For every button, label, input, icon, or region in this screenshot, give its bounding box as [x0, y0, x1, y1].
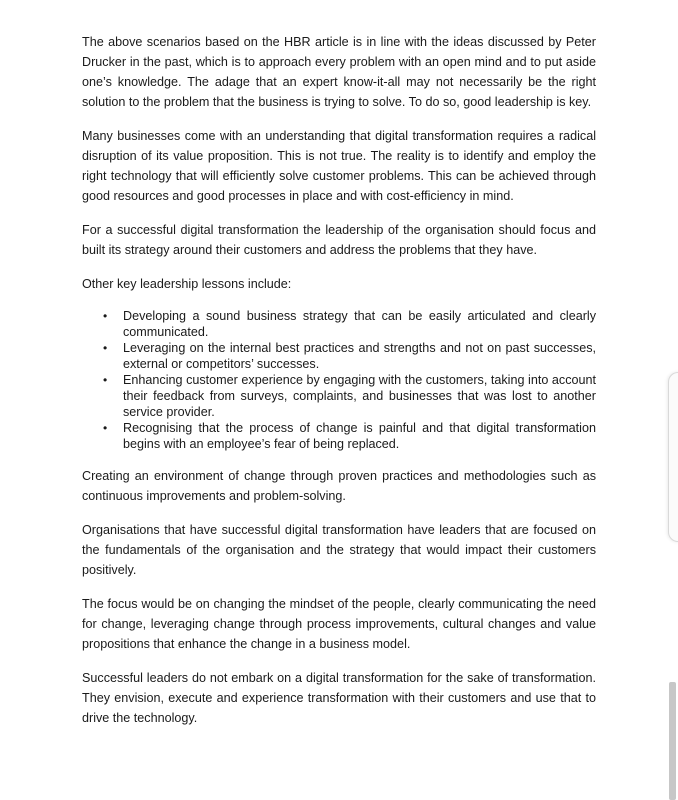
- document-page: [82, 32, 596, 742]
- paragraph-digital-disruption: Many businesses come with an understanding that digital transformation requires a radical disruption of its value proposition. This is not true. The reality is to identify and employ the right technology that will efficiently solve customer problems. This can be achieved through good resources and good processes in place and with cost-efficiency in mind.: [82, 129, 596, 203]
- list-item: [103, 372, 596, 420]
- leadership-lessons-list: [82, 308, 596, 452]
- list-item: [103, 340, 596, 372]
- bullet-icon: •: [103, 309, 108, 323]
- paragraph-successful-organisations: Organisations that have successful digital transformation have leaders that are focused on the fundamentals of the organisation and the strategy that would impact their customers positively.: [82, 523, 596, 577]
- side-panel-edge[interactable]: [668, 372, 678, 542]
- bullet-icon: •: [103, 373, 108, 387]
- list-item: [103, 308, 596, 340]
- list-item-text: Developing a sound business strategy that can be easily articulated and clearly communicated.: [123, 309, 596, 339]
- list-item: [103, 420, 596, 452]
- paragraph-environment-of-change: Creating an environment of change through proven practices and methodologies such as continuous improvements and problem-solving.: [82, 469, 596, 503]
- paragraph-hbr-drucker: The above scenarios based on the HBR article is in line with the ideas discussed by Peter Drucker in the past, which is to approach every problem with an open mind and to put aside one’s knowledge. The adage that an expert know-it-all may not necessarily be the right solution to the problem that the business is trying to solve. To do so, good leadership is key.: [82, 35, 596, 109]
- paragraph-mindset-focus: The focus would be on changing the mindset of the people, clearly communicating the need for change, leveraging change through process improvements, cultural changes and value propositions that enhance the change in a business model.: [82, 597, 596, 651]
- list-item-text: Recognising that the process of change is painful and that digital transformation begins with an employee’s fear of being replaced.: [123, 421, 596, 451]
- paragraph-lessons-intro: Other key leadership lessons include:: [82, 277, 292, 291]
- bullet-icon: •: [103, 421, 108, 435]
- paragraph-successful-leaders: Successful leaders do not embark on a digital transformation for the sake of transformation. They envision, execute and experience transformation with their customers and use that to drive the technology.: [82, 671, 596, 725]
- scrollbar-thumb[interactable]: [669, 682, 676, 800]
- paragraph-customer-focus: For a successful digital transformation the leadership of the organisation should focus and built its strategy around their customers and address the problems that they have.: [82, 223, 596, 257]
- list-item-text: Leveraging on the internal best practices and strengths and not on past successes, external or competitors’ successes.: [123, 341, 596, 371]
- bullet-icon: •: [103, 341, 108, 355]
- list-item-text: Enhancing customer experience by engaging with the customers, taking into account their feedback from surveys, complaints, and businesses that was lost to another service provider.: [123, 373, 596, 419]
